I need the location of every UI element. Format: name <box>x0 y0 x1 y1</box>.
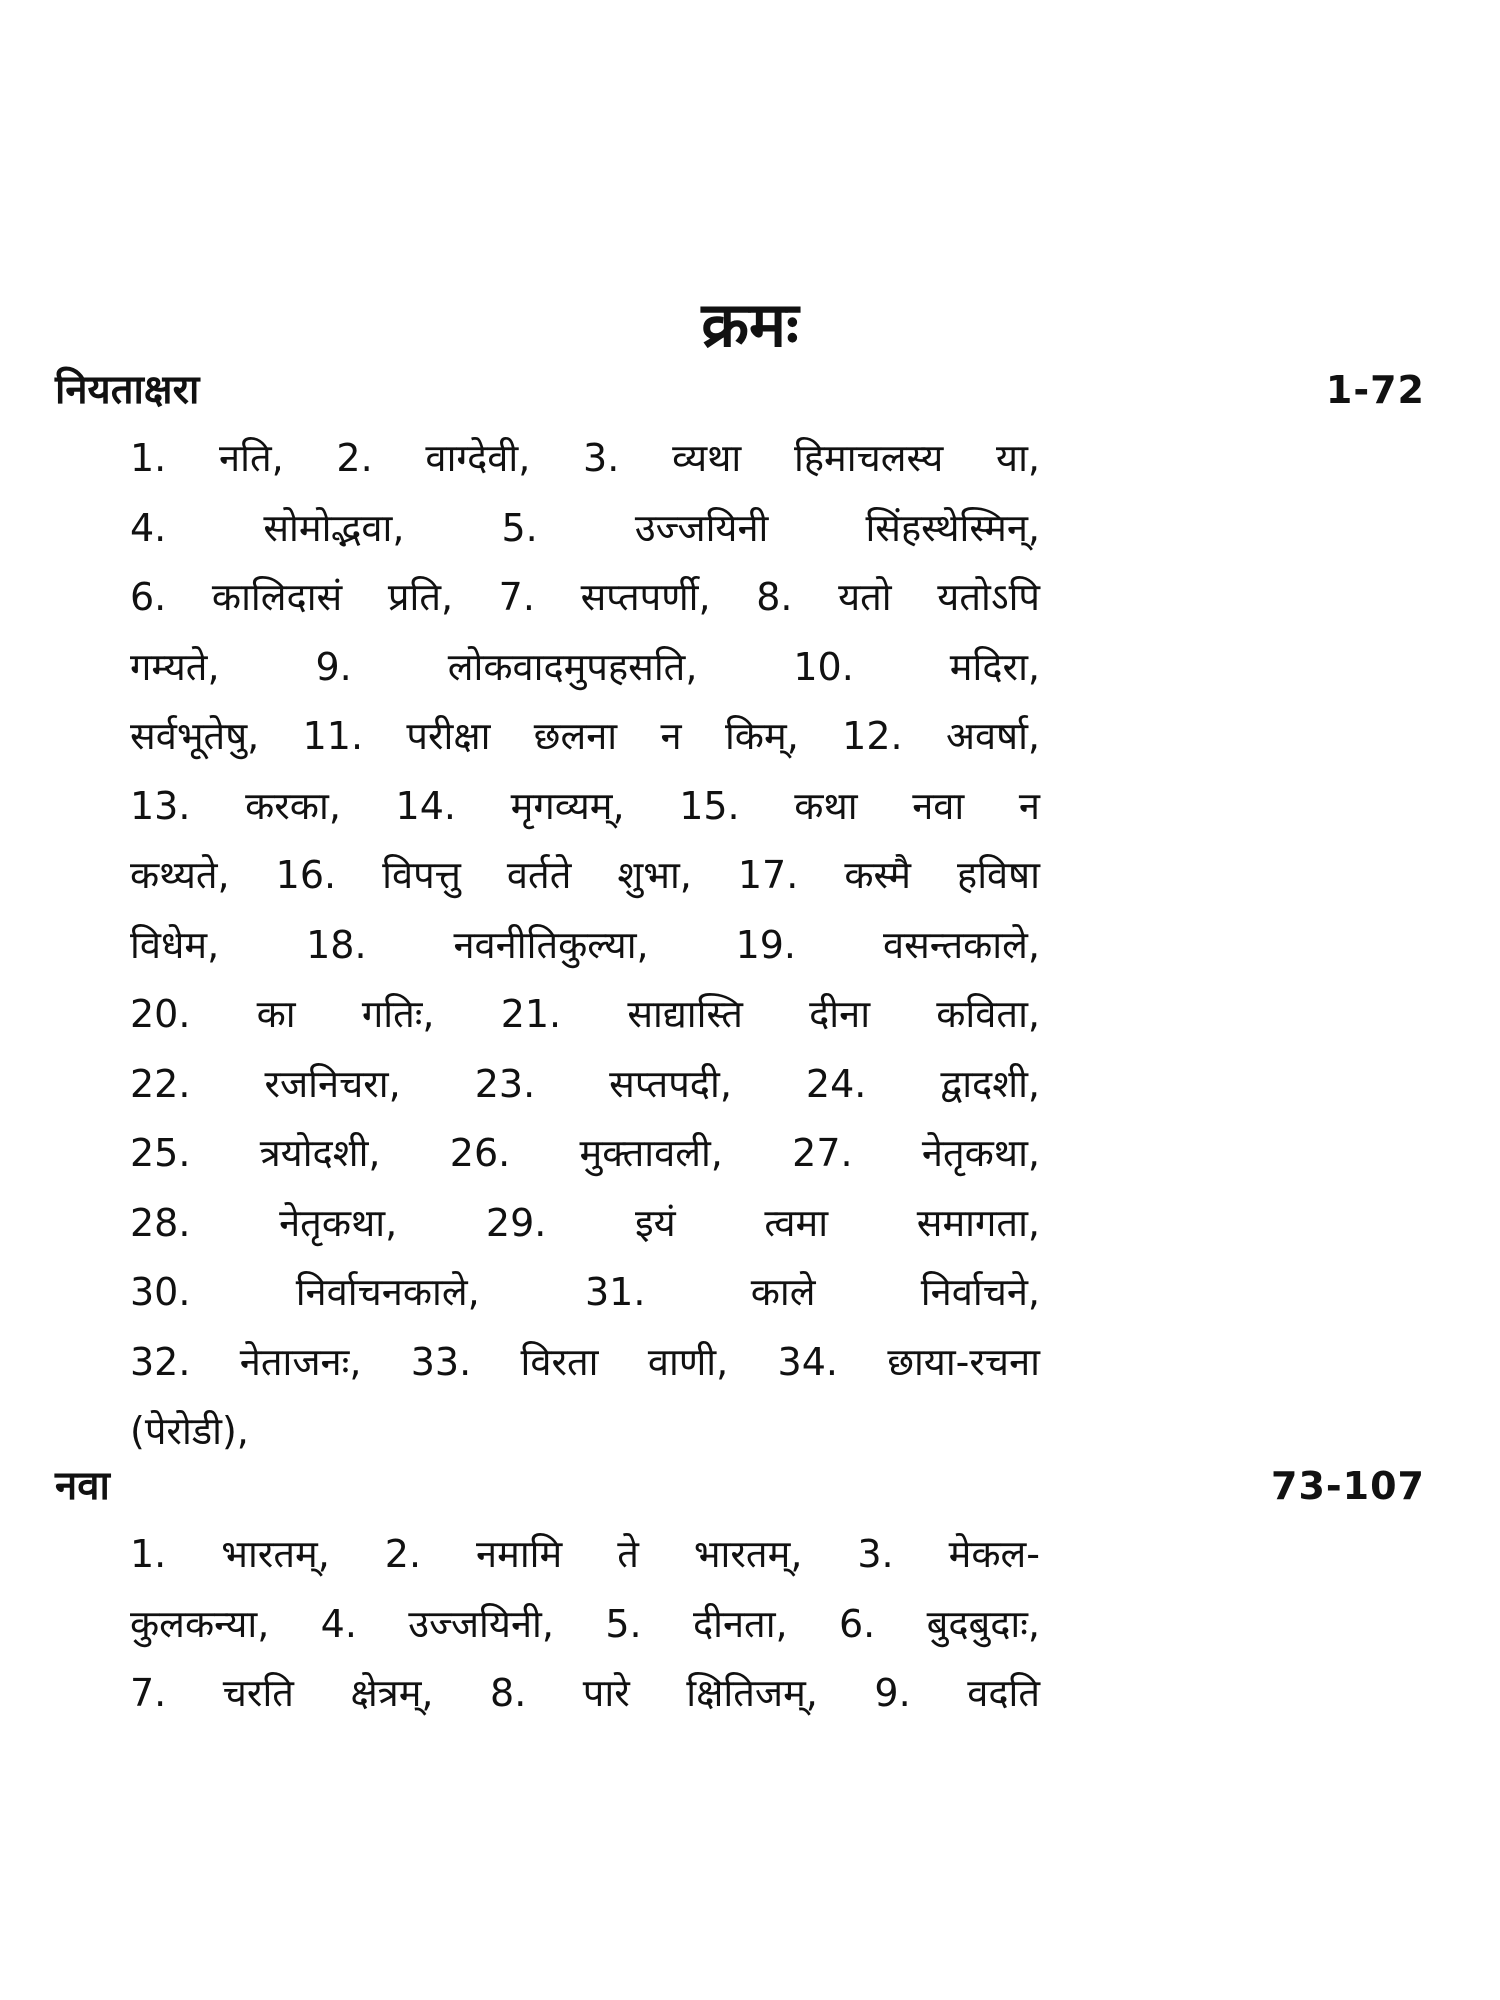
section-contents-nava <box>130 1520 1040 1729</box>
contents-line: 28. नेतृकथा, 29. इयं त्वमा समागता, <box>130 1200 1040 1245</box>
contents-line: 1. भारतम्, 2. नमामि ते भारतम्, 3. मेकल- <box>130 1532 1040 1576</box>
section-heading-niyatakshara <box>55 360 1425 430</box>
contents-line: 32. नेताजनः, 33. विरता वाणी, 34. छाया-रचना <box>130 1339 1040 1384</box>
contents-line: 30. निर्वाचनकाले, 31. काले निर्वाचने, <box>130 1270 1040 1314</box>
page-title: क्रमः <box>701 288 799 361</box>
section-contents-niyatakshara <box>130 424 1040 1467</box>
contents-line: 6. कालिदासं प्रति, 7. सप्तपर्णी, 8. यतो यतोऽपि <box>130 575 1040 619</box>
contents-line: 20. का गतिः, 21. साद्यास्ति दीना कविता, <box>130 992 1040 1036</box>
section-name: नियताक्षरा <box>55 367 200 413</box>
section-heading-nava <box>55 1456 1425 1526</box>
contents-line: 4. सोमोद्भवा, 5. उज्जयिनी सिंहस्थेस्मिन्, <box>130 505 1040 550</box>
page-range: 73-107 <box>1271 1464 1425 1508</box>
contents-line: 22. रजनिचरा, 23. सप्तपदी, 24. द्वादशी, <box>130 1061 1040 1106</box>
contents-line: (पेरोडी), <box>130 1409 249 1453</box>
contents-line: गम्यते, 9. लोकवादमुपहसति, 10. मदिरा, <box>130 644 1040 689</box>
contents-line: 25. त्रयोदशी, 26. मुक्तावली, 27. नेतृकथा, <box>130 1131 1040 1175</box>
page-range: 1-72 <box>1325 368 1425 412</box>
contents-line: कथ्यते, 16. विपत्तु वर्तते शुभा, 17. कस्मै हविषा <box>130 853 1040 897</box>
contents-line: 1. नति, 2. वाग्देवी, 3. व्यथा हिमाचलस्य या, <box>130 436 1040 480</box>
contents-line: कुलकन्या, 4. उज्जयिनी, 5. दीनता, 6. बुदबुदाः, <box>130 1601 1040 1646</box>
contents-line: विधेम, 18. नवनीतिकुल्या, 19. वसन्तकाले, <box>130 922 1040 967</box>
contents-line: सर्वभूतेषु, 11. परीक्षा छलना न किम्, 12. अवर्षा, <box>130 714 1040 758</box>
contents-line: 7. चरति क्षेत्रम्, 8. पारे क्षितिजम्, 9. वदति <box>130 1671 1040 1715</box>
contents-line: 13. करका, 14. मृगव्यम्, 15. कथा नवा न <box>130 783 1040 828</box>
section-name: नवा <box>55 1463 110 1509</box>
